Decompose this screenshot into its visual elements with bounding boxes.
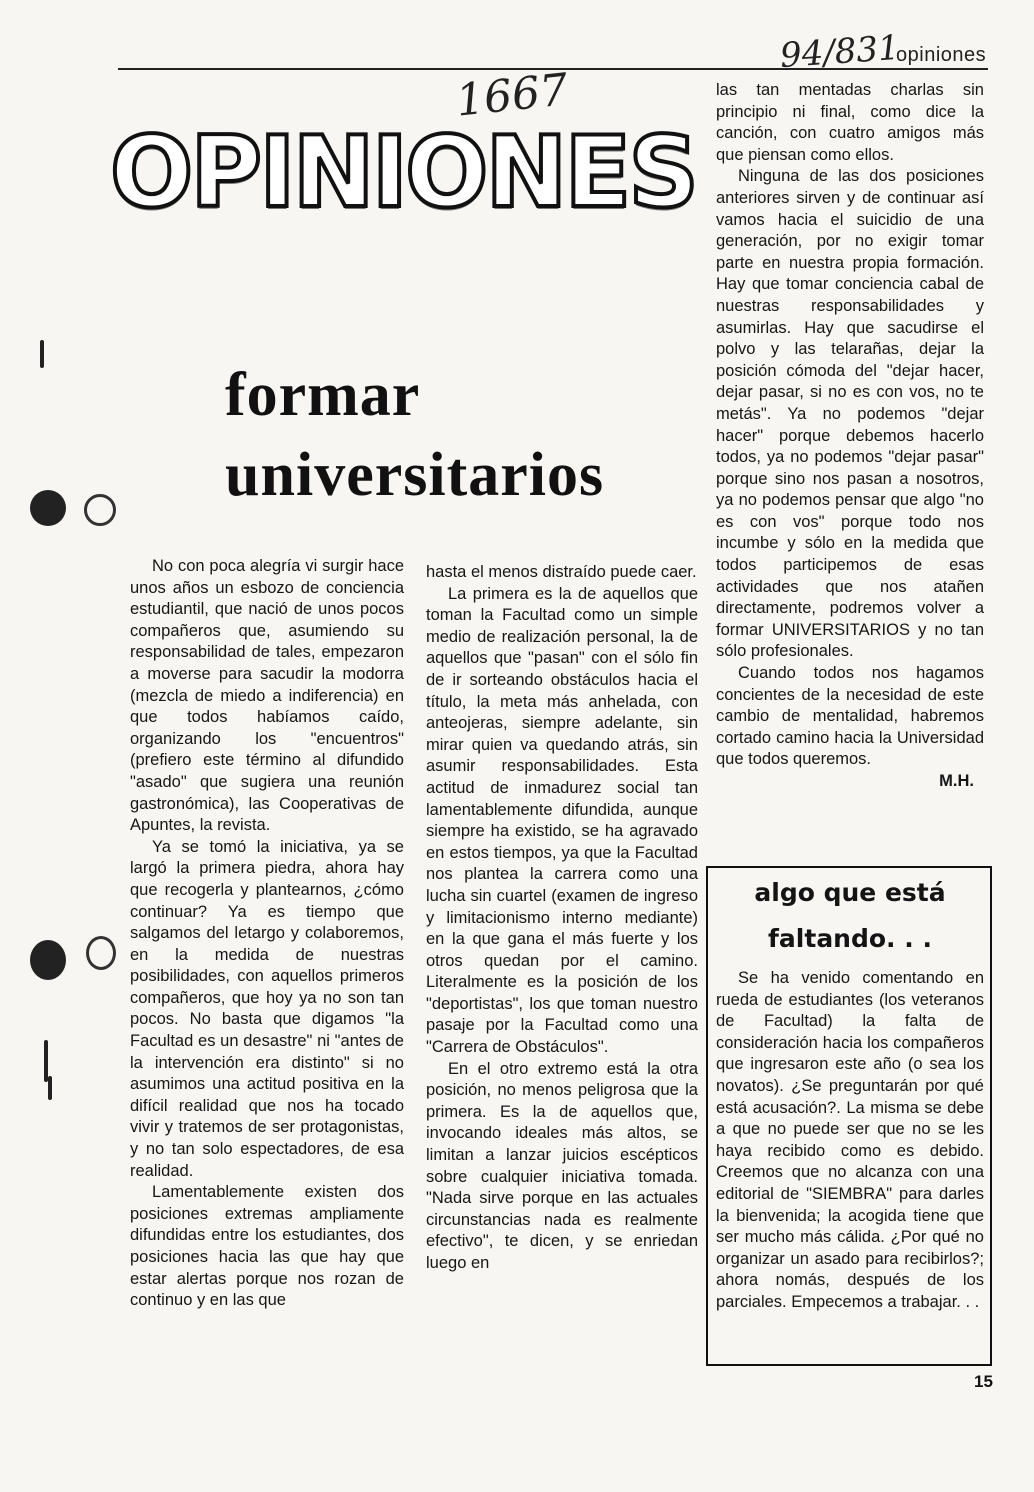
paragraph: La primera es la de aquellos que toman la Facultad como un simple medio de realización personal, la de aquellos que "pasan" con el sólo fin de ir sorteando obstáculos hacia el título, la meta más anhelada, con anteojeras, siempre adelante, sin mirar quien va quedando atrás, sin asumir responsabilidades. Esta actitud de inmadurez social tan lamentablemente difundida, aunque siempre ha existido, se ha agravado en estos tiempos, ya que la Facultad nos plantea la carrera como una lucha sin cuartel (examen de ingreso y limitacionismo interno mediante) en la que gana el más fuerte y los otros quedan por el camino. Literalmente es la posición de los "deportistas", los que toman nuestro pasaje por la Facultad como una "Carrera de Obstáculos". bbox=[426, 584, 698, 1057]
sidebar-body bbox=[716, 968, 984, 1314]
sidebar-title bbox=[716, 870, 984, 962]
article-title-line-2: universitarios bbox=[225, 441, 605, 509]
page-number: 15 bbox=[974, 1372, 993, 1391]
section-tag: opiniones bbox=[896, 44, 987, 66]
margin-mark bbox=[40, 340, 44, 368]
margin-mark bbox=[48, 1076, 52, 1100]
article-column-1 bbox=[130, 556, 404, 1312]
author-signature: M.H. bbox=[939, 772, 974, 790]
paragraph: Ninguna de las dos posiciones anteriores sirven y de continuar así vamos hacia el suicidio de una generación, por no exigir tomar parte en nuestra propia formación. Hay que tomar conciencia cabal de nuestras responsabilidades y asumirlas. Hay que sacudirse el polvo y las telarañas, dejar la posición cómoda del "dejar hacer, dejar pasar, si no es con vos, no te metás". Ya no podemos "dejar hacer" porque debemos hacerlo todos, ya no podemos "dejar pasar" porque sino nos pasan a nosotros, ya no podemos pensar que algo "no es con vos" porque todo nos incumbe y sólo en la medida que todos participemos de esas actividades que nos atañen directamente, podremos volver a formar UNIVERSITARIOS y no tan sólo profesionales. bbox=[716, 167, 984, 661]
paragraph: No con poca alegría vi surgir hace unos años un esbozo de conciencia estudiantil, que nació de unos pocos compañeros que, asumiendo su responsabilidad de tales, empezaron a moverse para sacudir la modorra (mezcla de miedo a indiferencia) en que todos habíamos caído, organizando los "encuentros" (prefiero este término al difundido "asado" que sugiera una reunión gastronómica), las Cooperativas de Apuntes, la revista. bbox=[130, 557, 404, 835]
paragraph: hasta el menos distraído puede caer. bbox=[426, 563, 697, 581]
article-column-3 bbox=[716, 80, 984, 793]
paragraph: Lamentablemente existen dos posiciones extremas ampliamente difundidas entre los estudiantes, dos posiciones hacia las que hay que estar alertas porque nos rozan de continuo y en las que bbox=[130, 1183, 404, 1310]
binding-hole-top bbox=[30, 490, 66, 526]
paragraph: En el otro extremo está la otra posición, no menos peligrosa que la primera. Es la de aquellos que, invocando ideales más altos, se limitan a lanzar juicios escépticos sobre cualquier iniciativa tomada. "Nada sirve porque en las actuales circunstancias nada es realmente efectivo", te dicen, y se enriedan luego en bbox=[426, 1059, 698, 1272]
binding-hole-mid bbox=[30, 940, 66, 980]
sidebar-title-line-1: algo que está bbox=[754, 878, 946, 907]
sidebar-title-line-2: faltando. . . bbox=[768, 924, 932, 953]
paragraph: Cuando todos nos hagamos concientes de la necesidad de este cambio de mentalidad, habremos cortado camino hacia la Universidad que todos queremos. bbox=[716, 664, 984, 769]
paragraph: las tan mentadas charlas sin principio ni final, como dice la canción, con cuatro amigos más que piensan como ellos. bbox=[716, 81, 984, 164]
binding-hole-mid-ring bbox=[86, 936, 116, 970]
handwritten-number: 1667 bbox=[453, 64, 571, 127]
handwritten-reference: 94/831 bbox=[778, 27, 901, 77]
paragraph: Ya se tomó la iniciativa, ya se largó la primera piedra, ahora hay que recogerla y plantearnos, ¿cómo continuar? Ya es tiempo que salgamos del letargo y colaboremos, en la medida de nuestras posibilidades, con aquellos primeros compañeros, que hoy ya no son tan pocos. No basta que digamos "la Facultad es un desastre" ni "antes de la intervención era distinto" si no asumimos una actitud positiva en la difícil realidad que nos ha tocado vivir y tratemos de ser protagonistas, y no tan solo espectadores, de esa realidad. bbox=[130, 837, 404, 1180]
article-column-2 bbox=[426, 562, 698, 1275]
binding-hole-top-ring bbox=[84, 494, 116, 526]
article-title bbox=[225, 355, 645, 515]
article-title-line-1: formar bbox=[225, 361, 421, 429]
masthead-title: OPINIONES bbox=[110, 116, 696, 230]
paragraph: Se ha venido comentando en rueda de estudiantes (los veteranos de Facultad) la falta de consideración hacia los compañeros que ingresaron este año (o sea los novatos). ¿Se preguntarán por qué está acusación?. La misma se debe a que no puede ser que no se les haya recibido como es debido. Creemos que no alcanza con una editorial de "SIEMBRA" para darles la bienvenida; la acogida tiene que ser mucho más cálida. ¿Por qué no organizar un asado para recibirlos?; ahora nomás, después de los parciales. Empecemos a trabajar. . . bbox=[716, 969, 984, 1311]
margin-mark bbox=[44, 1040, 48, 1082]
